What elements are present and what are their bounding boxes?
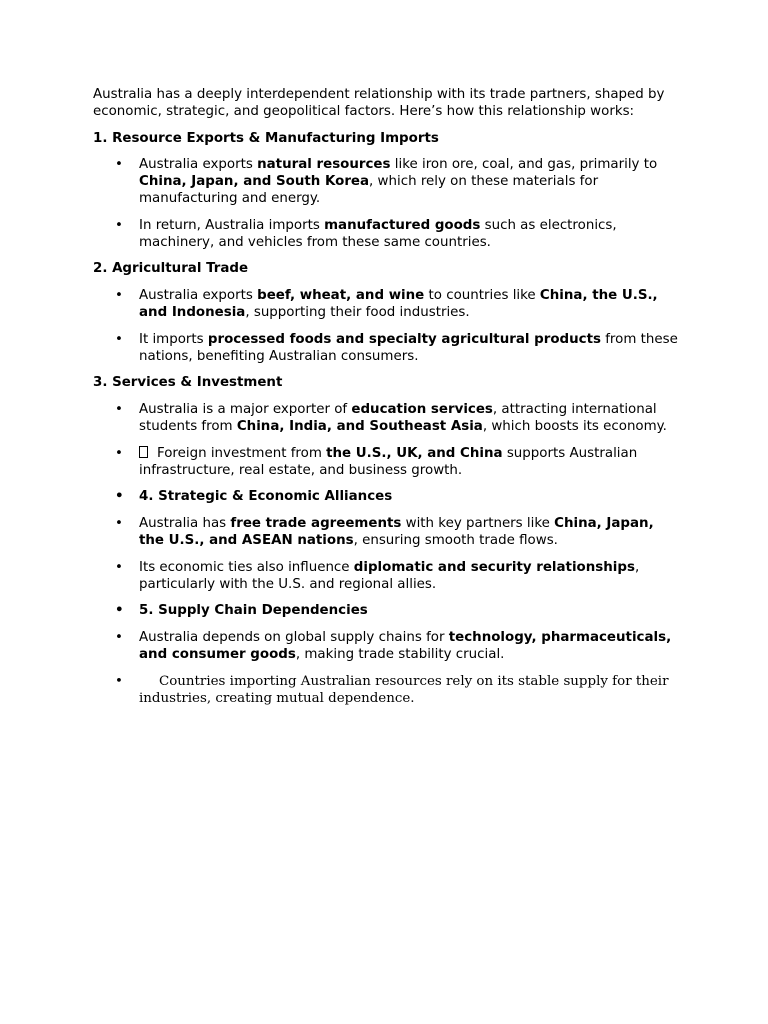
- list-item-emphasis: China, the U.S., and Indonesia: [139, 288, 658, 320]
- bullet-icon: •: [115, 402, 123, 418]
- list-item-text: , which boosts its economy.: [482, 418, 667, 434]
- list-item-text: with key partners like: [401, 516, 555, 532]
- list-item-emphasis: diplomatic and security relationships: [353, 559, 635, 575]
- list-item-text: like iron ore, coal, and gas, primarily to: [390, 157, 658, 173]
- bullet-icon: •: [115, 217, 123, 233]
- bullet-icon: •: [115, 559, 123, 575]
- bullet-icon: •: [115, 331, 123, 347]
- section-heading-services-investment: 3. Services & Investment: [93, 375, 283, 391]
- list-item: [115, 559, 683, 594]
- list-item-emphasis: education services: [351, 402, 493, 418]
- list-item-text: Its economic ties also influence: [139, 559, 354, 575]
- list-item-emphasis: manufactured goods: [324, 217, 481, 233]
- bullet-list-services-investment: [93, 402, 683, 707]
- list-item-text: , supporting their food industries.: [245, 304, 470, 320]
- section-heading-supply-chain: 5. Supply Chain Dependencies: [139, 603, 368, 619]
- list-item: [115, 217, 683, 252]
- list-item-emphasis: technology, pharmaceuticals, and consumer goods: [139, 630, 672, 662]
- bullet-icon: •: [115, 516, 123, 532]
- list-item-emphasis: natural resources: [257, 157, 391, 173]
- list-item-emphasis: beef, wheat, and wine: [257, 288, 425, 304]
- bullet-icon: •: [115, 630, 123, 646]
- bullet-icon: •: [115, 288, 123, 304]
- list-item-text: , attracting international students from: [139, 402, 657, 434]
- document-body: [93, 87, 683, 717]
- list-item-emphasis: China, Japan, the U.S., and ASEAN nations: [139, 516, 654, 548]
- bullet-list-agricultural-trade: [93, 288, 683, 365]
- list-item-emphasis: the U.S., UK, and China: [326, 445, 503, 461]
- section-heading-resource-exports: 1. Resource Exports & Manufacturing Imports: [93, 130, 439, 146]
- list-item-emphasis: China, Japan, and South Korea: [139, 174, 370, 190]
- list-item-text: , which rely on these materials for manufacturing and energy.: [139, 174, 599, 206]
- list-item: [115, 157, 683, 207]
- list-item-emphasis: China, India, and Southeast Asia: [236, 418, 483, 434]
- list-item-text: , ensuring smooth trade flows.: [353, 532, 558, 548]
- list-item-text: , particularly with the U.S. and regional allies.: [139, 559, 640, 592]
- bullet-icon: •: [115, 157, 123, 173]
- list-item-text: Australia has: [139, 516, 231, 532]
- list-item-text: Australia exports: [139, 157, 258, 173]
- list-item-text: Countries importing Australian resources rely on its stable supply for their industries, creating mutual dependence.: [139, 673, 669, 706]
- bullet-list-resource-exports: [93, 157, 683, 251]
- list-item-text: Australia depends on global supply chains for: [139, 630, 449, 646]
- list-item-text: from these nations, benefiting Australian consumers.: [139, 331, 678, 364]
- section-heading-agricultural-trade: 2. Agricultural Trade: [93, 261, 249, 277]
- bullet-icon: •: [115, 603, 124, 619]
- list-item-heading: [115, 489, 683, 506]
- list-item: [115, 288, 683, 322]
- list-item-text: In return, Australia imports: [139, 217, 325, 233]
- section-heading-strategic-alliances: 4. Strategic & Economic Alliances: [139, 489, 393, 505]
- list-item-text: Australia exports: [139, 288, 258, 304]
- list-item: [115, 516, 683, 550]
- list-item: [115, 445, 683, 480]
- list-item-emphasis: processed foods and specialty agricultural products: [207, 331, 601, 347]
- bullet-icon: •: [115, 673, 123, 689]
- list-item-text: Australia is a major exporter of: [139, 402, 352, 418]
- list-item: [115, 673, 683, 708]
- list-item-emphasis: free trade agreements: [230, 516, 402, 532]
- list-item-text: Foreign investment from: [157, 445, 327, 461]
- list-item-text: , making trade stability crucial.: [295, 646, 505, 662]
- list-item: [115, 402, 683, 436]
- list-item-text: to countries like: [424, 288, 540, 304]
- list-item: [115, 630, 683, 664]
- missing-glyph-icon: [139, 446, 157, 463]
- list-item-text: such as electronics, machinery, and vehicles from these same countries.: [139, 217, 617, 250]
- list-item-heading: [115, 603, 683, 620]
- list-item-text: It imports: [139, 331, 208, 347]
- intro-paragraph: Australia has a deeply interdependent relationship with its trade partners, shaped by economic, strategic, and geopolitical factors. Here’s how this relationship works:: [93, 87, 665, 119]
- list-item-text: supports Australian infrastructure, real estate, and business growth.: [139, 445, 638, 478]
- bullet-icon: •: [115, 445, 123, 461]
- list-item: [115, 331, 683, 366]
- bullet-icon: •: [115, 489, 124, 505]
